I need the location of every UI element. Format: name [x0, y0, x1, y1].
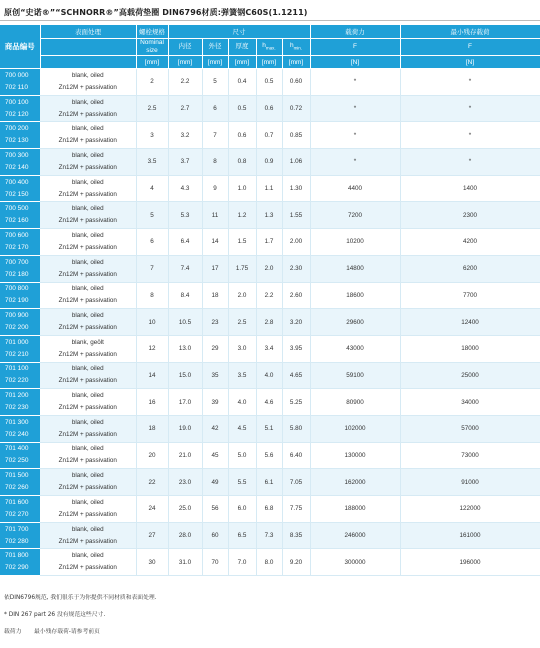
- article-number-cell: 700 300 702 140: [0, 149, 40, 176]
- thickness-cell: 1.5: [228, 229, 256, 256]
- outer-diameter-cell: 56: [202, 496, 228, 523]
- h-max-cell: 1.3: [256, 202, 282, 229]
- h-max-cell: 0.9: [256, 149, 282, 176]
- h-min-cell: 3.20: [282, 309, 310, 336]
- inner-diameter-cell: 10.5: [168, 309, 202, 336]
- footnotes: [4, 592, 157, 643]
- article-number-cell: 700 400 702 150: [0, 175, 40, 202]
- outer-diameter-cell: 14: [202, 229, 228, 256]
- nominal-size-cell: 7: [136, 255, 168, 282]
- h-max-cell: 1.7: [256, 229, 282, 256]
- thickness-cell: 2.0: [228, 282, 256, 309]
- outer-diameter-cell: 49: [202, 469, 228, 496]
- h-max-cell: 2.8: [256, 309, 282, 336]
- h-max-cell: 0.5: [256, 69, 282, 96]
- table-row: [0, 95, 540, 122]
- nominal-size-cell: 3: [136, 122, 168, 149]
- table-row: [0, 549, 540, 576]
- surface-cell: blank, oiled Zn12M + passivation: [40, 282, 136, 309]
- header-unit-outer: [mm]: [202, 56, 228, 69]
- h-min-cell: 7.05: [282, 469, 310, 496]
- article-number-cell: 701 400 702 250: [0, 442, 40, 469]
- load-force-cell: *: [310, 122, 400, 149]
- residual-load-cell: 196000: [400, 549, 540, 576]
- outer-diameter-cell: 18: [202, 282, 228, 309]
- surface-cell: blank, oiled Zn12M + passivation: [40, 202, 136, 229]
- table-row: [0, 496, 540, 523]
- thickness-cell: 7.0: [228, 549, 256, 576]
- outer-diameter-cell: 23: [202, 309, 228, 336]
- inner-diameter-cell: 23.0: [168, 469, 202, 496]
- nominal-size-cell: 16: [136, 389, 168, 416]
- nominal-size-cell: 22: [136, 469, 168, 496]
- inner-diameter-cell: 5.3: [168, 202, 202, 229]
- residual-load-cell: *: [400, 95, 540, 122]
- residual-load-cell: 34000: [400, 389, 540, 416]
- thickness-cell: 6.5: [228, 522, 256, 549]
- header-unit-hmin: [mm]: [282, 56, 310, 69]
- thickness-cell: 6.0: [228, 496, 256, 523]
- load-force-cell: *: [310, 69, 400, 96]
- header-surface: 表面处理: [40, 25, 136, 39]
- table-body: [0, 69, 540, 576]
- h-max-cell: 4.6: [256, 389, 282, 416]
- inner-diameter-cell: 8.4: [168, 282, 202, 309]
- h-min-cell: 9.20: [282, 549, 310, 576]
- residual-load-cell: 25000: [400, 362, 540, 389]
- residual-load-cell: 12400: [400, 309, 540, 336]
- h-min-cell: 4.65: [282, 362, 310, 389]
- page-title: 原创“史诺®”“SCHNORR®”高载荷垫圈 DIN6796材质:弹簧钢C60S(1.1211): [4, 8, 308, 17]
- article-number-cell: 700 100 702 120: [0, 95, 40, 122]
- nominal-size-cell: 6: [136, 229, 168, 256]
- nominal-size-cell: 10: [136, 309, 168, 336]
- inner-diameter-cell: 7.4: [168, 255, 202, 282]
- table-row: [0, 442, 540, 469]
- thickness-cell: 3.0: [228, 335, 256, 362]
- article-number-cell: 700 500 702 160: [0, 202, 40, 229]
- h-max-cell: 6.8: [256, 496, 282, 523]
- outer-diameter-cell: 9: [202, 175, 228, 202]
- h-max-cell: 1.1: [256, 175, 282, 202]
- h-min-cell: 8.35: [282, 522, 310, 549]
- inner-diameter-cell: 3.2: [168, 122, 202, 149]
- residual-load-cell: 2300: [400, 202, 540, 229]
- residual-load-cell: 122000: [400, 496, 540, 523]
- outer-diameter-cell: 7: [202, 122, 228, 149]
- outer-diameter-cell: 5: [202, 69, 228, 96]
- h-max-cell: 2.0: [256, 255, 282, 282]
- nominal-size-cell: 3.5: [136, 149, 168, 176]
- h-min-cell: 6.40: [282, 442, 310, 469]
- table-row: [0, 282, 540, 309]
- load-force-cell: 188000: [310, 496, 400, 523]
- load-force-cell: 130000: [310, 442, 400, 469]
- table-row: [0, 389, 540, 416]
- thickness-cell: 5.0: [228, 442, 256, 469]
- article-number-cell: 701 500 702 260: [0, 469, 40, 496]
- header-inner-diameter: 内径: [168, 39, 202, 56]
- h-max-cell: 7.3: [256, 522, 282, 549]
- surface-cell: blank, oiled Zn12M + passivation: [40, 522, 136, 549]
- header-F: F: [310, 39, 400, 56]
- header-unit-blank: [40, 56, 136, 69]
- residual-load-cell: 57000: [400, 415, 540, 442]
- residual-load-cell: *: [400, 69, 540, 96]
- surface-cell: blank, oiled Zn12M + passivation: [40, 549, 136, 576]
- header-unit-F: [N]: [310, 56, 400, 69]
- outer-diameter-cell: 70: [202, 549, 228, 576]
- header-thickness: 厚度: [228, 39, 256, 56]
- table-row: [0, 69, 540, 96]
- surface-cell: blank, oiled Zn12M + passivation: [40, 496, 136, 523]
- h-max-cell: 8.0: [256, 549, 282, 576]
- nominal-size-cell: 24: [136, 496, 168, 523]
- load-force-cell: *: [310, 95, 400, 122]
- inner-diameter-cell: 19.0: [168, 415, 202, 442]
- inner-diameter-cell: 31.0: [168, 549, 202, 576]
- washer-spec-table: [0, 25, 540, 576]
- thickness-cell: 0.5: [228, 95, 256, 122]
- load-force-cell: 80900: [310, 389, 400, 416]
- surface-cell: blank, oiled Zn12M + passivation: [40, 95, 136, 122]
- nominal-size-cell: 5: [136, 202, 168, 229]
- header-unit-hmax: [mm]: [256, 56, 282, 69]
- load-force-cell: 102000: [310, 415, 400, 442]
- load-force-cell: 246000: [310, 522, 400, 549]
- load-force-cell: 300000: [310, 549, 400, 576]
- h-min-cell: 0.72: [282, 95, 310, 122]
- article-number-cell: 700 900 702 200: [0, 309, 40, 336]
- thickness-cell: 1.75: [228, 255, 256, 282]
- load-force-cell: 43000: [310, 335, 400, 362]
- load-force-cell: 59100: [310, 362, 400, 389]
- table-row: [0, 309, 540, 336]
- residual-load-cell: 6200: [400, 255, 540, 282]
- thickness-cell: 0.8: [228, 149, 256, 176]
- header-F-residual: F: [400, 39, 540, 56]
- article-number-cell: 701 100 702 220: [0, 362, 40, 389]
- inner-diameter-cell: 17.0: [168, 389, 202, 416]
- nominal-size-cell: 12: [136, 335, 168, 362]
- surface-cell: blank, oiled Zn12M + passivation: [40, 309, 136, 336]
- thickness-cell: 1.2: [228, 202, 256, 229]
- h-max-cell: 0.7: [256, 122, 282, 149]
- h-max-cell: 6.1: [256, 469, 282, 496]
- footnote-load-legend: 载荷力 最小残存载荷-请参考前页: [4, 629, 100, 635]
- load-force-cell: 14800: [310, 255, 400, 282]
- thickness-cell: 0.4: [228, 69, 256, 96]
- h-min-cell: 2.30: [282, 255, 310, 282]
- load-force-cell: 4400: [310, 175, 400, 202]
- surface-cell: blank, oiled Zn12M + passivation: [40, 362, 136, 389]
- nominal-size-cell: 2.5: [136, 95, 168, 122]
- table-row: [0, 362, 540, 389]
- article-number-cell: 700 000 702 110: [0, 69, 40, 96]
- inner-diameter-cell: 2.7: [168, 95, 202, 122]
- table-row: [0, 229, 540, 256]
- title-divider: [0, 20, 540, 21]
- article-number-cell: 700 700 702 180: [0, 255, 40, 282]
- header-unit-thickness: [mm]: [228, 56, 256, 69]
- inner-diameter-cell: 13.0: [168, 335, 202, 362]
- thickness-cell: 3.5: [228, 362, 256, 389]
- header-load: 载荷力: [310, 25, 400, 39]
- header-dimensions: 尺寸: [168, 25, 310, 39]
- table-row: [0, 469, 540, 496]
- header-nominal: 螺栓规格: [136, 25, 168, 39]
- load-force-cell: 29600: [310, 309, 400, 336]
- table-row: [0, 415, 540, 442]
- residual-load-cell: *: [400, 149, 540, 176]
- h-min-cell: 5.25: [282, 389, 310, 416]
- residual-load-cell: 161000: [400, 522, 540, 549]
- table-row: [0, 335, 540, 362]
- h-max-cell: 5.1: [256, 415, 282, 442]
- residual-load-cell: 1400: [400, 175, 540, 202]
- outer-diameter-cell: 60: [202, 522, 228, 549]
- header-h-max: $h_{max.}$: [256, 39, 282, 56]
- footnote-materials: 依DIN6796规范, 我们很乐于为你提供不同材质和表面处理.: [4, 595, 157, 601]
- inner-diameter-cell: 28.0: [168, 522, 202, 549]
- inner-diameter-cell: 6.4: [168, 229, 202, 256]
- inner-diameter-cell: 2.2: [168, 69, 202, 96]
- h-min-cell: 7.75: [282, 496, 310, 523]
- residual-load-cell: 7700: [400, 282, 540, 309]
- header-article-number: 商品编号: [0, 25, 40, 69]
- residual-load-cell: *: [400, 122, 540, 149]
- load-force-cell: 162000: [310, 469, 400, 496]
- h-min-cell: 2.00: [282, 229, 310, 256]
- article-number-cell: 700 200 702 130: [0, 122, 40, 149]
- surface-cell: blank, oiled Zn12M + passivation: [40, 389, 136, 416]
- h-min-cell: 1.06: [282, 149, 310, 176]
- outer-diameter-cell: 29: [202, 335, 228, 362]
- h-min-cell: 0.85: [282, 122, 310, 149]
- header-residual-load: 最小残存载荷: [400, 25, 540, 39]
- header-unit-F-residual: [N]: [400, 56, 540, 69]
- surface-cell: blank, oiled Zn12M + passivation: [40, 122, 136, 149]
- table-row: [0, 202, 540, 229]
- nominal-size-cell: 14: [136, 362, 168, 389]
- nominal-size-cell: 20: [136, 442, 168, 469]
- article-number-cell: 701 600 702 270: [0, 496, 40, 523]
- surface-cell: blank, oiled Zn12M + passivation: [40, 442, 136, 469]
- h-min-cell: 1.55: [282, 202, 310, 229]
- h-max-cell: 2.2: [256, 282, 282, 309]
- header-h-min: $h_{min.}$: [282, 39, 310, 56]
- article-number-cell: 701 000 702 210: [0, 335, 40, 362]
- table-row: [0, 522, 540, 549]
- article-number-cell: 701 700 702 280: [0, 522, 40, 549]
- nominal-size-cell: 27: [136, 522, 168, 549]
- thickness-cell: 0.6: [228, 122, 256, 149]
- thickness-cell: 1.0: [228, 175, 256, 202]
- table-row: [0, 255, 540, 282]
- surface-cell: blank, oiled Zn12M + passivation: [40, 69, 136, 96]
- load-force-cell: 18600: [310, 282, 400, 309]
- outer-diameter-cell: 8: [202, 149, 228, 176]
- table-row: [0, 149, 540, 176]
- surface-cell: blank, oiled Zn12M + passivation: [40, 149, 136, 176]
- outer-diameter-cell: 17: [202, 255, 228, 282]
- load-force-cell: 10200: [310, 229, 400, 256]
- residual-load-cell: 4200: [400, 229, 540, 256]
- inner-diameter-cell: 15.0: [168, 362, 202, 389]
- header-nominal-size: Nominal size: [136, 39, 168, 56]
- thickness-cell: 4.5: [228, 415, 256, 442]
- nominal-size-cell: 18: [136, 415, 168, 442]
- outer-diameter-cell: 39: [202, 389, 228, 416]
- footnote-din267: * DIN 267 part 26 没有规范这些尺寸.: [4, 612, 106, 618]
- h-min-cell: 5.80: [282, 415, 310, 442]
- header-unit-inner: [mm]: [168, 56, 202, 69]
- h-min-cell: 3.95: [282, 335, 310, 362]
- article-number-cell: 701 800 702 290: [0, 549, 40, 576]
- outer-diameter-cell: 35: [202, 362, 228, 389]
- thickness-cell: 5.5: [228, 469, 256, 496]
- inner-diameter-cell: 3.7: [168, 149, 202, 176]
- article-number-cell: 700 800 702 190: [0, 282, 40, 309]
- surface-cell: blank, oiled Zn12M + passivation: [40, 469, 136, 496]
- thickness-cell: 2.5: [228, 309, 256, 336]
- thickness-cell: 4.0: [228, 389, 256, 416]
- table-row: [0, 175, 540, 202]
- outer-diameter-cell: 42: [202, 415, 228, 442]
- outer-diameter-cell: 6: [202, 95, 228, 122]
- inner-diameter-cell: 21.0: [168, 442, 202, 469]
- article-number-cell: 700 600 702 170: [0, 229, 40, 256]
- outer-diameter-cell: 45: [202, 442, 228, 469]
- outer-diameter-cell: 11: [202, 202, 228, 229]
- surface-cell: blank, oiled Zn12M + passivation: [40, 415, 136, 442]
- h-min-cell: 0.60: [282, 69, 310, 96]
- header-surface-blank: [40, 39, 136, 56]
- residual-load-cell: 91000: [400, 469, 540, 496]
- residual-load-cell: 18000: [400, 335, 540, 362]
- h-min-cell: 2.60: [282, 282, 310, 309]
- nominal-size-cell: 2: [136, 69, 168, 96]
- nominal-size-cell: 4: [136, 175, 168, 202]
- inner-diameter-cell: 4.3: [168, 175, 202, 202]
- surface-cell: blank, oiled Zn12M + passivation: [40, 175, 136, 202]
- header-outer-diameter: 外径: [202, 39, 228, 56]
- table-row: [0, 122, 540, 149]
- article-number-cell: 701 200 702 230: [0, 389, 40, 416]
- header-unit-nominal: [mm]: [136, 56, 168, 69]
- h-min-cell: 1.30: [282, 175, 310, 202]
- h-max-cell: 3.4: [256, 335, 282, 362]
- surface-cell: blank, oiled Zn12M + passivation: [40, 229, 136, 256]
- nominal-size-cell: 30: [136, 549, 168, 576]
- h-max-cell: 5.6: [256, 442, 282, 469]
- article-number-cell: 701 300 702 240: [0, 415, 40, 442]
- surface-cell: blank, geölt Zn12M + passivation: [40, 335, 136, 362]
- load-force-cell: *: [310, 149, 400, 176]
- surface-cell: blank, oiled Zn12M + passivation: [40, 255, 136, 282]
- residual-load-cell: 73000: [400, 442, 540, 469]
- inner-diameter-cell: 25.0: [168, 496, 202, 523]
- nominal-size-cell: 8: [136, 282, 168, 309]
- h-max-cell: 0.6: [256, 95, 282, 122]
- load-force-cell: 7200: [310, 202, 400, 229]
- h-max-cell: 4.0: [256, 362, 282, 389]
